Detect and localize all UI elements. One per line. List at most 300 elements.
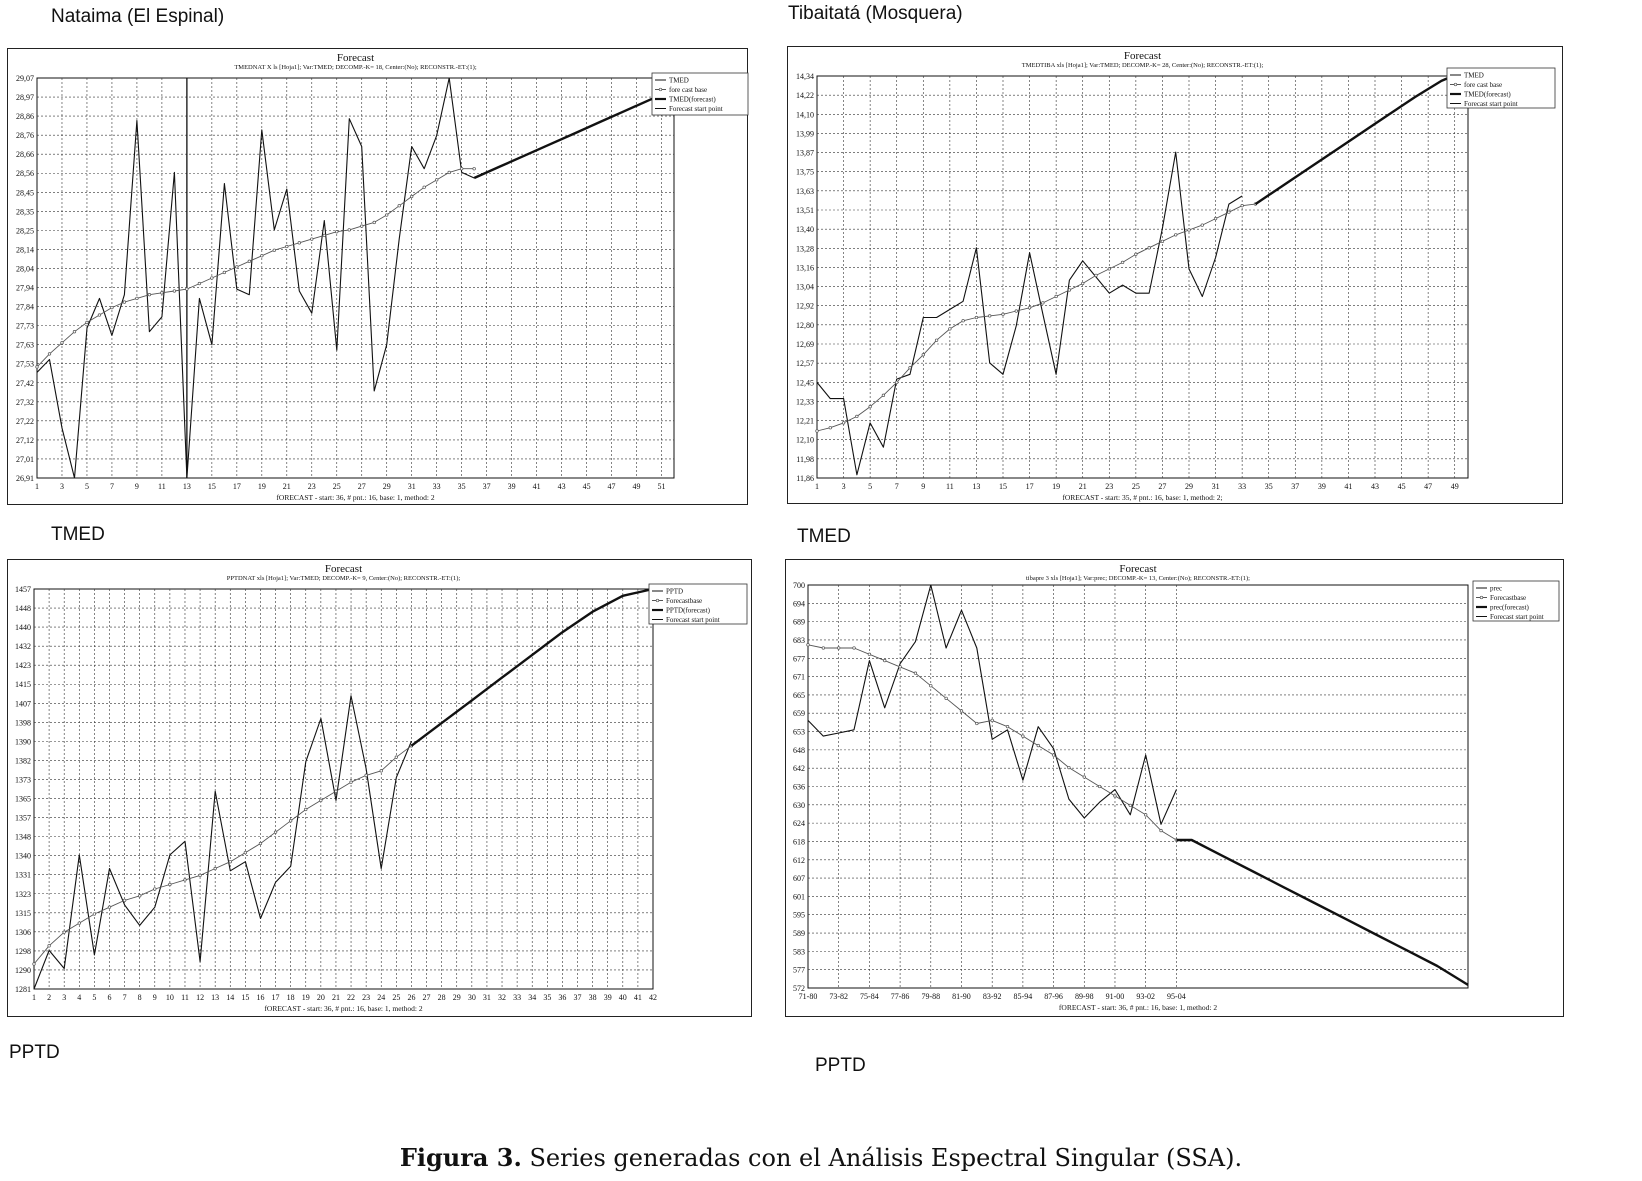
forecast-base-point — [48, 945, 51, 948]
site-label-pptd-right: PPTD — [815, 1055, 866, 1076]
x-tick-label: 3 — [59, 482, 64, 491]
chart-subtitle: tibapre 3 xls [Hoja1]; Var:prec; DECOMP.-K= 13, Center:(No); RECONSTR.-ET:(1); — [1025, 575, 1251, 582]
x-tick-label: 39 — [603, 993, 612, 1002]
forecast-base-point — [883, 659, 886, 662]
y-tick-label: 12,92 — [796, 301, 814, 311]
site-label-nataima: Nataima (El Espinal) — [51, 6, 225, 27]
forecast-base-point — [1114, 795, 1117, 798]
y-tick-label: 13,40 — [796, 225, 814, 235]
forecast-base-point — [1144, 814, 1147, 817]
forecast-base-point — [304, 808, 307, 811]
forecast-base-point — [123, 301, 126, 304]
x-tick-label: 15 — [241, 993, 250, 1002]
y-tick-label: 28,66 — [16, 150, 34, 160]
x-tick-label: 11 — [946, 482, 954, 491]
x-tick-label: 41 — [1344, 482, 1353, 491]
y-tick-label: 29,07 — [16, 74, 34, 83]
legend-marker — [656, 599, 659, 602]
x-tick-label: 51 — [657, 482, 666, 491]
chart-panel-pptd-tibaitata — [785, 559, 1564, 1017]
y-tick-label: 1298 — [15, 946, 31, 956]
x-tick-label: 79-88 — [921, 992, 941, 1001]
forecast-base-point — [1042, 302, 1045, 305]
y-tick-label: 26,91 — [16, 474, 34, 483]
x-tick-label: 91-00 — [1105, 992, 1125, 1001]
forecast-base-point — [86, 321, 89, 324]
x-tick-label: 2 — [47, 993, 52, 1002]
y-tick-label: 1457 — [15, 585, 31, 594]
chart-footer: fORECAST - start: 35, # pnt.: 16, base: 1, method: 2; — [1062, 493, 1223, 502]
x-tick-label: 39 — [507, 482, 516, 491]
x-tick-label: 25 — [1131, 482, 1140, 491]
x-tick-label: 28 — [437, 993, 446, 1002]
y-tick-label: 700 — [793, 581, 805, 590]
y-tick-label: 1423 — [15, 661, 31, 671]
forecast-base-point — [310, 238, 313, 241]
forecast-base-point — [1095, 274, 1098, 277]
forecast-base-point — [161, 292, 164, 295]
y-tick-label: 14,34 — [796, 72, 814, 81]
chart-title: Forecast — [1119, 563, 1157, 575]
y-tick-label: 27,94 — [16, 283, 34, 293]
x-tick-label: 1 — [32, 993, 36, 1002]
chart-title: Forecast — [324, 563, 363, 575]
x-tick-label: 6 — [107, 993, 112, 1002]
y-tick-label: 13,51 — [796, 206, 814, 215]
forecast-base-point — [153, 888, 156, 891]
forecast-base-point — [914, 672, 917, 675]
forecast-base-point — [807, 644, 810, 647]
y-tick-label: 1398 — [15, 718, 31, 728]
y-tick-label: 671 — [793, 672, 805, 682]
forecast-base-point — [248, 260, 251, 263]
x-tick-label: 40 — [618, 993, 627, 1002]
forecast-base-point — [1108, 268, 1111, 271]
forecast-base-point — [214, 867, 217, 870]
forecast-base-point — [1006, 725, 1009, 728]
forecast-base-point — [274, 831, 277, 834]
forecast-base-point — [63, 931, 66, 934]
y-tick-label: 14,10 — [796, 110, 814, 120]
forecast-base-point — [223, 271, 226, 274]
forecast-base-point — [1201, 224, 1204, 227]
x-tick-label: 41 — [532, 482, 541, 491]
legend-label: TMED — [669, 76, 689, 85]
forecast-base-point — [1098, 785, 1101, 788]
forecast-base-point — [1228, 211, 1231, 214]
y-tick-label: 648 — [793, 745, 805, 755]
chart-subtitle: TMEDNAT X ls [Hoja1]; Var:TMED; DECOMP.-K= 18, Center:(No); RECONSTR.-ET:(1); — [234, 64, 477, 71]
x-tick-label: 9 — [921, 482, 926, 491]
forecast-base-point — [435, 179, 438, 182]
forecast-base-point — [1083, 776, 1086, 779]
forecast-base-point — [261, 254, 264, 257]
forecast-base-point — [211, 277, 214, 280]
forecast-base-point — [929, 684, 932, 687]
x-tick-label: 17 — [232, 482, 241, 491]
y-tick-label: 13,16 — [796, 263, 814, 273]
forecast-base-point — [410, 195, 413, 198]
y-tick-label: 27,32 — [16, 397, 34, 407]
chart-panel-tmed-tibaitata — [787, 46, 1563, 504]
forecast-base-point — [48, 353, 51, 356]
x-tick-label: 9 — [134, 482, 139, 491]
y-tick-label: 642 — [793, 764, 805, 774]
y-tick-label: 589 — [793, 929, 805, 939]
forecast-base-point — [1037, 744, 1040, 747]
y-tick-label: 653 — [793, 727, 805, 737]
x-tick-label: 38 — [588, 993, 597, 1002]
x-tick-label: 21 — [1078, 482, 1087, 491]
legend-label: Forecastbase — [1490, 594, 1527, 602]
forecast-base-point — [1015, 310, 1018, 313]
y-tick-label: 28,35 — [16, 207, 34, 217]
forecast-base-point — [1135, 253, 1138, 256]
forecast-base-point — [473, 167, 476, 170]
forecast-base-point — [73, 330, 76, 333]
forecast-base-point — [460, 167, 463, 170]
y-tick-label: 28,25 — [16, 226, 34, 236]
y-tick-label: 1340 — [15, 851, 31, 861]
x-tick-label: 47 — [1424, 482, 1433, 491]
y-tick-label: 607 — [793, 874, 805, 884]
x-tick-label: 29 — [452, 993, 461, 1002]
forecast-base-point — [1129, 804, 1132, 807]
y-tick-label: 28,14 — [16, 245, 34, 255]
y-tick-label: 11,98 — [796, 454, 814, 464]
forecast-base-point — [1214, 217, 1217, 220]
x-tick-label: 14 — [226, 993, 235, 1002]
x-tick-label: 85-94 — [1013, 992, 1033, 1001]
x-tick-label: 33 — [513, 993, 522, 1002]
y-tick-label: 12,57 — [796, 359, 814, 369]
x-tick-label: 39 — [1317, 482, 1326, 491]
forecast-base-point — [882, 394, 885, 397]
x-tick-label: 26 — [407, 993, 416, 1002]
x-tick-label: 25 — [332, 482, 341, 491]
x-tick-label: 17 — [271, 993, 280, 1002]
y-tick-label: 28,45 — [16, 188, 34, 198]
forecast-base-point — [229, 860, 232, 863]
forecast-base-point — [909, 366, 912, 369]
forecast-base-point — [184, 879, 187, 882]
x-tick-label: 35 — [457, 482, 466, 491]
forecast-base-point — [853, 647, 856, 650]
chart-subtitle: PPTDNAT xls [Hoja1]; Var:TMED; DECOMP.-K= 9, Center:(No); RECONSTR.-ET:(1); — [226, 575, 461, 582]
forecast-base-point — [33, 963, 36, 966]
x-tick-label: 89-98 — [1074, 992, 1094, 1001]
y-tick-label: 1365 — [15, 794, 31, 804]
x-tick-label: 37 — [482, 482, 491, 491]
forecast-base-point — [244, 851, 247, 854]
forecast-base-point — [123, 899, 126, 902]
forecast-base-point — [1161, 240, 1164, 243]
forecast-base-point — [1002, 313, 1005, 316]
forecast-base-point — [960, 710, 963, 713]
y-tick-label: 1290 — [15, 965, 31, 975]
x-tick-label: 37 — [1291, 482, 1300, 491]
x-tick-label: 42 — [649, 993, 657, 1002]
x-tick-label: 33 — [432, 482, 441, 491]
forecast-base-point — [895, 381, 898, 384]
forecast-base-point — [198, 282, 201, 285]
chart-panel-tmed-nataima — [7, 48, 748, 505]
forecast-base-point — [148, 293, 151, 296]
forecast-base-point — [173, 290, 176, 293]
y-tick-label: 612 — [793, 855, 805, 865]
x-tick-label: 36 — [558, 993, 567, 1002]
x-tick-label: 27 — [1158, 482, 1167, 491]
x-tick-label: 10 — [165, 993, 174, 1002]
figure-caption — [0, 1143, 1642, 1172]
forecast-base-point — [335, 230, 338, 233]
forecast-base-point — [837, 647, 840, 650]
forecast-base-point — [320, 799, 323, 802]
x-tick-label: 47 — [607, 482, 616, 491]
x-tick-label: 25 — [392, 993, 401, 1002]
x-tick-label: 27 — [422, 993, 431, 1002]
forecast-base-point — [1022, 735, 1025, 738]
x-tick-label: 11 — [158, 482, 166, 491]
y-tick-label: 659 — [793, 709, 805, 719]
y-tick-label: 636 — [793, 782, 805, 792]
x-tick-label: 15 — [207, 482, 216, 491]
y-tick-label: 28,97 — [16, 93, 34, 103]
forecast-base-point — [335, 790, 338, 793]
forecast-base-point — [1148, 247, 1151, 250]
forecast-base-point — [398, 204, 401, 207]
forecast-base-point — [448, 171, 451, 174]
x-tick-label: 45 — [582, 482, 591, 491]
x-tick-label: 7 — [894, 482, 899, 491]
y-tick-label: 28,86 — [16, 112, 34, 122]
x-tick-label: 73-82 — [829, 992, 849, 1001]
forecast-base-point — [822, 647, 825, 650]
figure-caption-label: Figura 3. — [399, 1143, 522, 1172]
y-tick-label: 583 — [793, 947, 805, 957]
forecast-base-point — [36, 366, 39, 369]
x-tick-label: 9 — [152, 993, 157, 1002]
y-tick-label: 630 — [793, 800, 805, 810]
legend-label: Forecast start point — [1464, 100, 1518, 108]
legend-label: TMED — [1464, 71, 1484, 80]
x-tick-label: 43 — [557, 482, 566, 491]
x-tick-label: 16 — [256, 993, 265, 1002]
legend-label: Forecast start point — [1490, 613, 1544, 621]
forecast-base-point — [1174, 234, 1177, 237]
y-tick-label: 11,86 — [796, 474, 814, 483]
forecast-base-point — [380, 770, 383, 773]
site-label-tibaitata: Tibaitatá (Mosquera) — [788, 3, 963, 24]
x-tick-label: 5 — [92, 993, 97, 1002]
x-tick-label: 29 — [1185, 482, 1193, 491]
chart-footer: fORECAST - start: 36, # pnt.: 16, base: 1, method: 2 — [276, 493, 435, 502]
x-tick-label: 43 — [1371, 482, 1379, 491]
x-tick-label: 23 — [307, 482, 316, 491]
y-tick-label: 12,80 — [796, 320, 814, 330]
forecast-base-point — [1052, 754, 1055, 757]
chart-footer: fORECAST - start: 36, # pnt.: 16, base: 1, method: 2 — [1058, 1003, 1218, 1012]
forecast-base-point — [975, 316, 978, 319]
x-tick-label: 30 — [467, 993, 476, 1002]
forecast-base-point — [348, 229, 351, 232]
y-tick-label: 27,53 — [16, 359, 34, 369]
x-tick-label: 49 — [1450, 482, 1459, 491]
forecast-base-point — [61, 342, 64, 345]
x-tick-label: 75-84 — [860, 992, 879, 1001]
x-tick-label: 35 — [543, 993, 552, 1002]
y-tick-label: 577 — [793, 965, 805, 975]
x-tick-label: 19 — [301, 993, 310, 1002]
y-tick-label: 27,73 — [16, 321, 34, 331]
x-tick-label: 4 — [77, 993, 82, 1002]
x-tick-label: 3 — [62, 993, 67, 1002]
forecast-base-point — [991, 719, 994, 722]
x-tick-label: 27 — [357, 482, 366, 491]
forecast-base-point — [111, 306, 114, 309]
y-tick-label: 601 — [793, 892, 805, 902]
forecast-base-point — [373, 221, 376, 224]
forecast-base-point — [365, 774, 368, 777]
x-tick-label: 71-80 — [798, 992, 818, 1001]
legend-label: prec — [1490, 584, 1503, 593]
chart-title: Forecast — [1123, 50, 1162, 62]
forecast-base-point — [93, 913, 96, 916]
x-tick-label: 31 — [1211, 482, 1220, 491]
legend-label: TMED(forecast) — [669, 95, 716, 104]
x-tick-label: 45 — [1397, 482, 1406, 491]
x-tick-label: 21 — [331, 993, 340, 1002]
x-tick-label: 77-86 — [890, 992, 910, 1001]
legend-marker — [1454, 83, 1457, 86]
forecast-base-point — [236, 266, 239, 269]
x-tick-label: 18 — [286, 993, 295, 1002]
x-tick-label: 95-04 — [1167, 992, 1186, 1001]
site-label-tmed-left: TMED — [51, 524, 105, 545]
x-tick-label: 5 — [84, 482, 89, 491]
x-tick-label: 87-96 — [1044, 992, 1063, 1001]
x-tick-label: 49 — [632, 482, 641, 491]
y-tick-label: 13,28 — [796, 244, 814, 254]
legend-marker — [659, 88, 662, 91]
x-tick-label: 81-90 — [952, 992, 971, 1001]
y-tick-label: 595 — [793, 910, 805, 920]
y-tick-label: 14,22 — [796, 91, 814, 101]
y-tick-label: 618 — [793, 837, 805, 847]
y-tick-label: 1440 — [15, 623, 31, 633]
forecast-base-point — [323, 234, 326, 237]
legend-marker — [1480, 596, 1483, 599]
chart-footer: fORECAST - start: 36, # pnt.: 16, base: 1, method: 2 — [264, 1004, 423, 1013]
x-tick-label: 19 — [257, 482, 266, 491]
y-tick-label: 1448 — [15, 604, 31, 614]
y-tick-label: 12,10 — [796, 435, 814, 445]
forecast-base-point — [360, 225, 363, 228]
x-tick-label: 13 — [211, 993, 220, 1002]
y-tick-label: 27,12 — [16, 435, 34, 445]
x-tick-label: 35 — [1264, 482, 1273, 491]
y-tick-label: 1373 — [15, 775, 31, 785]
forecast-base-point — [945, 697, 948, 700]
forecast-base-point — [350, 781, 353, 784]
legend-label: PPTD — [666, 587, 684, 596]
legend-label: fore cast base — [669, 86, 708, 94]
forecast-base-point — [78, 922, 81, 925]
x-tick-label: 11 — [181, 993, 189, 1002]
legend-label: TMED(forecast) — [1464, 90, 1511, 99]
forecast-base-point — [259, 842, 262, 845]
x-tick-label: 13 — [182, 482, 191, 491]
forecast-base-point — [949, 328, 952, 331]
x-tick-label: 23 — [1105, 482, 1114, 491]
forecast-base-point — [186, 288, 189, 291]
y-tick-label: 1315 — [15, 908, 31, 918]
forecast-base-point — [98, 314, 101, 317]
forecast-base-point — [842, 422, 845, 425]
forecast-base-point — [856, 415, 859, 418]
legend-label: PPTD(forecast) — [666, 606, 710, 615]
x-tick-label: 31 — [482, 993, 491, 1002]
x-tick-label: 8 — [137, 993, 142, 1002]
forecast-base-point — [1055, 295, 1058, 298]
forecast-base-point — [899, 666, 902, 669]
x-tick-label: 3 — [841, 482, 846, 491]
chart-title: Forecast — [336, 52, 375, 64]
legend-label: Forecastbase — [666, 597, 703, 605]
x-tick-label: 32 — [498, 993, 507, 1002]
y-tick-label: 683 — [793, 635, 805, 645]
y-tick-label: 1407 — [15, 699, 31, 709]
y-tick-label: 13,87 — [796, 148, 814, 158]
x-tick-label: 22 — [347, 993, 356, 1002]
y-tick-label: 1331 — [15, 870, 31, 880]
x-tick-label: 20 — [316, 993, 325, 1002]
y-tick-label: 1382 — [15, 756, 31, 766]
y-tick-label: 27,01 — [16, 454, 34, 464]
x-tick-label: 13 — [972, 482, 981, 491]
forecast-base-point — [289, 820, 292, 823]
x-tick-label: 34 — [528, 993, 537, 1002]
y-tick-label: 27,42 — [16, 378, 34, 388]
y-tick-label: 694 — [793, 599, 805, 609]
forecast-base-point — [286, 245, 289, 248]
y-tick-label: 1357 — [15, 813, 31, 823]
x-tick-label: 19 — [1052, 482, 1061, 491]
forecast-base-point — [1028, 306, 1031, 309]
forecast-base-point — [1241, 204, 1244, 207]
y-tick-label: 572 — [793, 984, 805, 993]
x-tick-label: 1 — [815, 482, 819, 491]
x-tick-label: 29 — [382, 482, 391, 491]
y-tick-label: 1415 — [15, 680, 31, 690]
y-tick-label: 12,69 — [796, 340, 814, 349]
forecast-base-point — [962, 319, 965, 322]
x-tick-label: 23 — [362, 993, 371, 1002]
y-tick-label: 27,22 — [16, 416, 34, 426]
y-tick-label: 28,04 — [16, 264, 34, 274]
y-tick-label: 1348 — [15, 832, 31, 842]
forecast-base-point — [976, 722, 979, 725]
chart-subtitle: TMEDTIBA xls [Hoja1]; Var:TMED; DECOMP.-K= 28, Center:(No); RECONSTR.-ET:(1); — [1021, 62, 1264, 69]
forecast-base-point — [108, 906, 111, 909]
forecast-base-point — [138, 895, 141, 898]
y-tick-label: 13,04 — [796, 282, 814, 292]
forecast-base-point — [1160, 829, 1163, 832]
y-tick-label: 12,21 — [796, 416, 814, 426]
x-tick-label: 37 — [573, 993, 582, 1002]
x-tick-label: 5 — [868, 482, 873, 491]
forecast-base-point — [869, 405, 872, 408]
